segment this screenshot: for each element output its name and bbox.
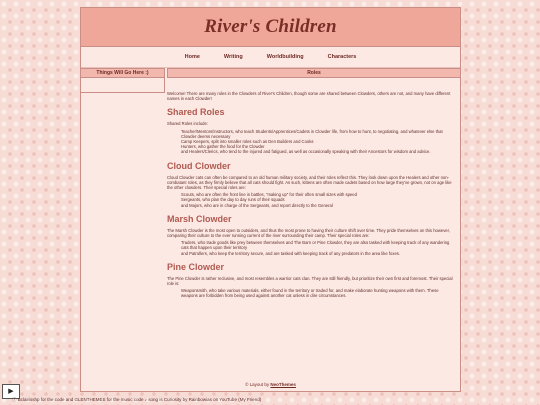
section-title-cloud-clowder: Cloud Clowder: [167, 160, 231, 171]
nav-worldbuilding-link[interactable]: Worldbuilding: [266, 54, 304, 60]
list-item: Weaponsmith, who take various materials, either found in the territory or traded for, and make elaborate hunting weapons with them. These weapons are forbidden from being used against another cat unless in dire circumstances.: [181, 288, 439, 299]
nav-writing-link[interactable]: Writing: [223, 54, 243, 60]
section-title-marsh-clowder: Marsh Clowder: [167, 213, 232, 224]
nav-characters-link[interactable]: Characters: [327, 54, 357, 60]
footer-author-link[interactable]: NeoThemes: [270, 382, 296, 387]
content-header: Roles: [167, 68, 460, 78]
music-credit: ⓘ Bclairisshp for the code and GLENTHEMES for the music code ♪ song is Curiosity by Rainbowias on YouTube (My Friend): [12, 397, 262, 402]
list-item: Sergeants, who plan the day to day runs of their squads: [181, 197, 285, 203]
list-item: Scouts, who are often the front line in battles, "making up" for their often small sizes with speed: [181, 192, 357, 198]
welcome-text: Welcome! There are many roles in the Clowders of River's Children, though some are shared between Clowders, others are not, and many have different names in each Clowder!: [167, 91, 451, 102]
section-intro: The Pine Clowder is rather reclusive, and most resembles a warrior cats clan. They are still friendly, but prioritize their own first and foremost. Their special role is:: [167, 275, 453, 287]
section-intro: The Marsh Clowder is the most open to outsiders, and thus the most prone to having their culture shift over time. They pride themselves on this however, comparing their culture to the ever running current of the river surrounding their camp. Their special roles are:: [167, 227, 450, 239]
role-list: [167, 129, 454, 155]
site-banner: [81, 8, 460, 47]
role-list: [167, 192, 454, 208]
list-item: and Patrollers, who keep the territory secure, and are tasked with keeping track of any predators in the area like foxes.: [181, 250, 401, 256]
role-list: [167, 288, 454, 298]
footer-prefix: © Layout by: [245, 382, 270, 387]
page-frame: [80, 7, 461, 381]
list-item: and Majors, who are in charge of the Sergeants, and report directly to the General: [181, 202, 333, 208]
section-bars: [81, 68, 460, 78]
section-intro: Shared Roles include:: [167, 121, 208, 127]
section-intro: Cloud Clowder cats can often be compared to an old human military society, and their roles reflect this. They look down upon the Healers and other non-combatant roles, as they firmly believe that all cats should fight. As such, kittens are often made cadets based on how large they've grown, not on age like the other clowders. Their special roles are:: [167, 174, 452, 191]
site-title: River's Children: [204, 16, 337, 37]
list-item: Traders, who trade goods like prey between themselves and The Barn or Pine Clowder, they are also tasked with keeping track of any wandering cats that happen upon their territory: [181, 240, 450, 251]
list-item: Hunters, who gather the food for the Clowder: [181, 144, 265, 150]
role-list: [167, 240, 454, 256]
section-title-pine-clowder: Pine Clowder: [167, 261, 225, 272]
sidebar-box: [81, 78, 165, 93]
main-nav: [81, 47, 460, 68]
nav-home-link[interactable]: Home: [184, 54, 200, 60]
list-item: and Healers/Clerics, who tend to the injured and fatigued, as well as occasionally speaking with their Ancestors for wisdom and advice.: [181, 149, 431, 155]
section-title-shared-roles: Shared Roles: [167, 107, 225, 118]
content-area[interactable]: [167, 82, 454, 382]
play-icon: ▶: [8, 388, 14, 395]
list-item: Camp Keepers, split into smaller roles such as Den Builders and Cooks: [181, 139, 314, 145]
footer: [80, 379, 461, 392]
list-item: Teacher/Mentors/Instructors, who teach Students/Apprentices/Cadets in Clowder life, from how to hunt, to negotiating, and whatever else that Clowder deems necessary: [181, 128, 443, 139]
sidebar-header: Things Will Go Here :): [81, 68, 165, 78]
